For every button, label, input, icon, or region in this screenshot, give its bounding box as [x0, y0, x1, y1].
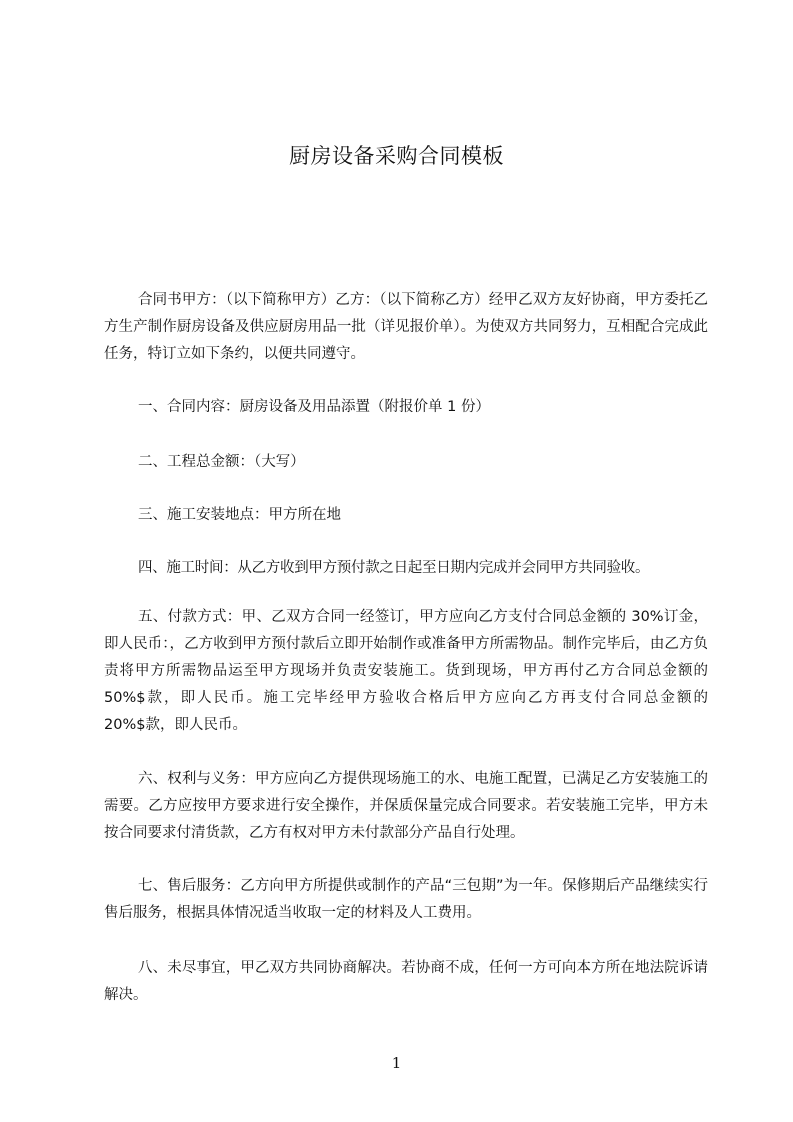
intro-paragraph: 合同书甲方：（以下简称甲方）乙方：（以下简称乙方）经甲乙双方友好协商，甲方委托乙方生产制作厨房设备及供应厨房用品一批（详见报价单）。为使双方共同努力，互相配合完成此任务，特订立如下条约，以便共同遵守。: [104, 292, 708, 362]
clause-after-sales: 七、售后服务：乙方向甲方所提供或制作的产品“三包期”为一年。保修期后产品继续实行售后服务，根据具体情况适当收取一定的材料及人工费用。: [104, 878, 708, 921]
clause-contract-content: 一、合同内容：厨房设备及用品添置（附报价单 1 份）: [138, 399, 490, 415]
clause-total-amount: 二、工程总金额：（大写）: [138, 454, 305, 470]
clause-rights-obligations: 六、权利与义务：甲方应向乙方提供现场施工的水、电施工配置，已满足乙方安装施工的需要。乙方应按甲方要求进行安全操作，并保质保量完成合同要求。若安装施工完毕，甲方未按合同要求付清货款，乙方有权对甲方未付款部分产品自行处理。: [104, 771, 708, 841]
clause-install-location: 三、施工安装地点：甲方所在地: [138, 507, 341, 523]
document-title: 厨房设备采购合同模板: [289, 144, 504, 168]
clause-construction-time: 四、施工时间：从乙方收到甲方预付款之日起至日期内完成并会同甲方共同验收。: [138, 560, 650, 576]
clause-other-matters: 八、未尽事宜，甲乙双方共同协商解决。若协商不成，任何一方可向本方所在地法院诉请解决。: [104, 960, 708, 1003]
clause-payment-method: 五、付款方式：甲、乙双方合同一经签订，甲方应向乙方支付合同总金额的 30%订金，即人民币：，乙方收到甲方预付款后立即开始制作或准备甲方所需物品。制作完毕后，由乙方负责将甲方所需物品运至甲方现场并负责安装施工。货到现场，甲方再付乙方合同总金额的 50%$款，即人民币。施工完毕经甲方验收合格后甲方应向乙方再支付合同总金额的 20%$款，即人民币。: [104, 609, 708, 733]
page-number: 1: [391, 1054, 402, 1072]
